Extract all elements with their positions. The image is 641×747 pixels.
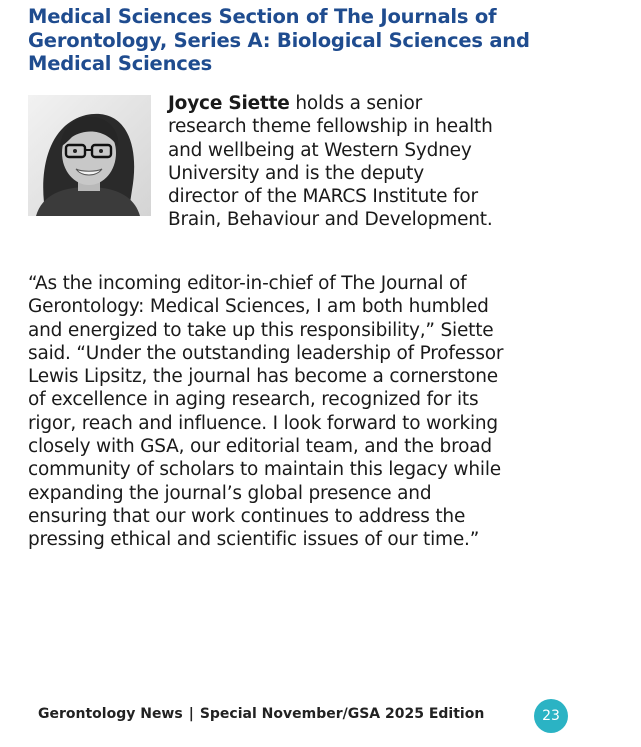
- publication-name: Gerontology News: [38, 706, 183, 722]
- section-heading: Medical Sciences Section of The Journals of Gerontology, Series A: Biological Sciences and Medical Sciences: [28, 5, 530, 75]
- page-footer: [38, 706, 484, 722]
- page-number-badge: 23: [534, 699, 568, 733]
- portrait-photo: [28, 95, 151, 216]
- bio-paragraph: [168, 92, 498, 232]
- edition-label: Special November/GSA 2025 Edition: [199, 706, 485, 722]
- bio-text: holds a senior research theme fellowship in health and wellbeing at Western Sydney University and is the deputy director of the MARCS Institute for Brain, Behaviour and Development.: [168, 93, 493, 231]
- person-name: Joyce Siette: [168, 93, 290, 114]
- footer-separator: |: [188, 706, 194, 722]
- quote-paragraph: “As the incoming editor-in-chief of The Journal of Gerontology: Medical Sciences, I am both humbled and energized to take up this responsibility,” Siette said. “Under the outstanding leadership of Professor Lewis Lipsitz, the journal has become a cornerstone of excellence in aging research, recognized for its rigor, reach and influence. I look forward to working closely with GSA, our editorial team, and the broad community of scholars to maintain this legacy while expanding the journal’s global presence and ensuring that our work continues to address the pressing ethical and scientific issues of our time.”: [28, 273, 504, 551]
